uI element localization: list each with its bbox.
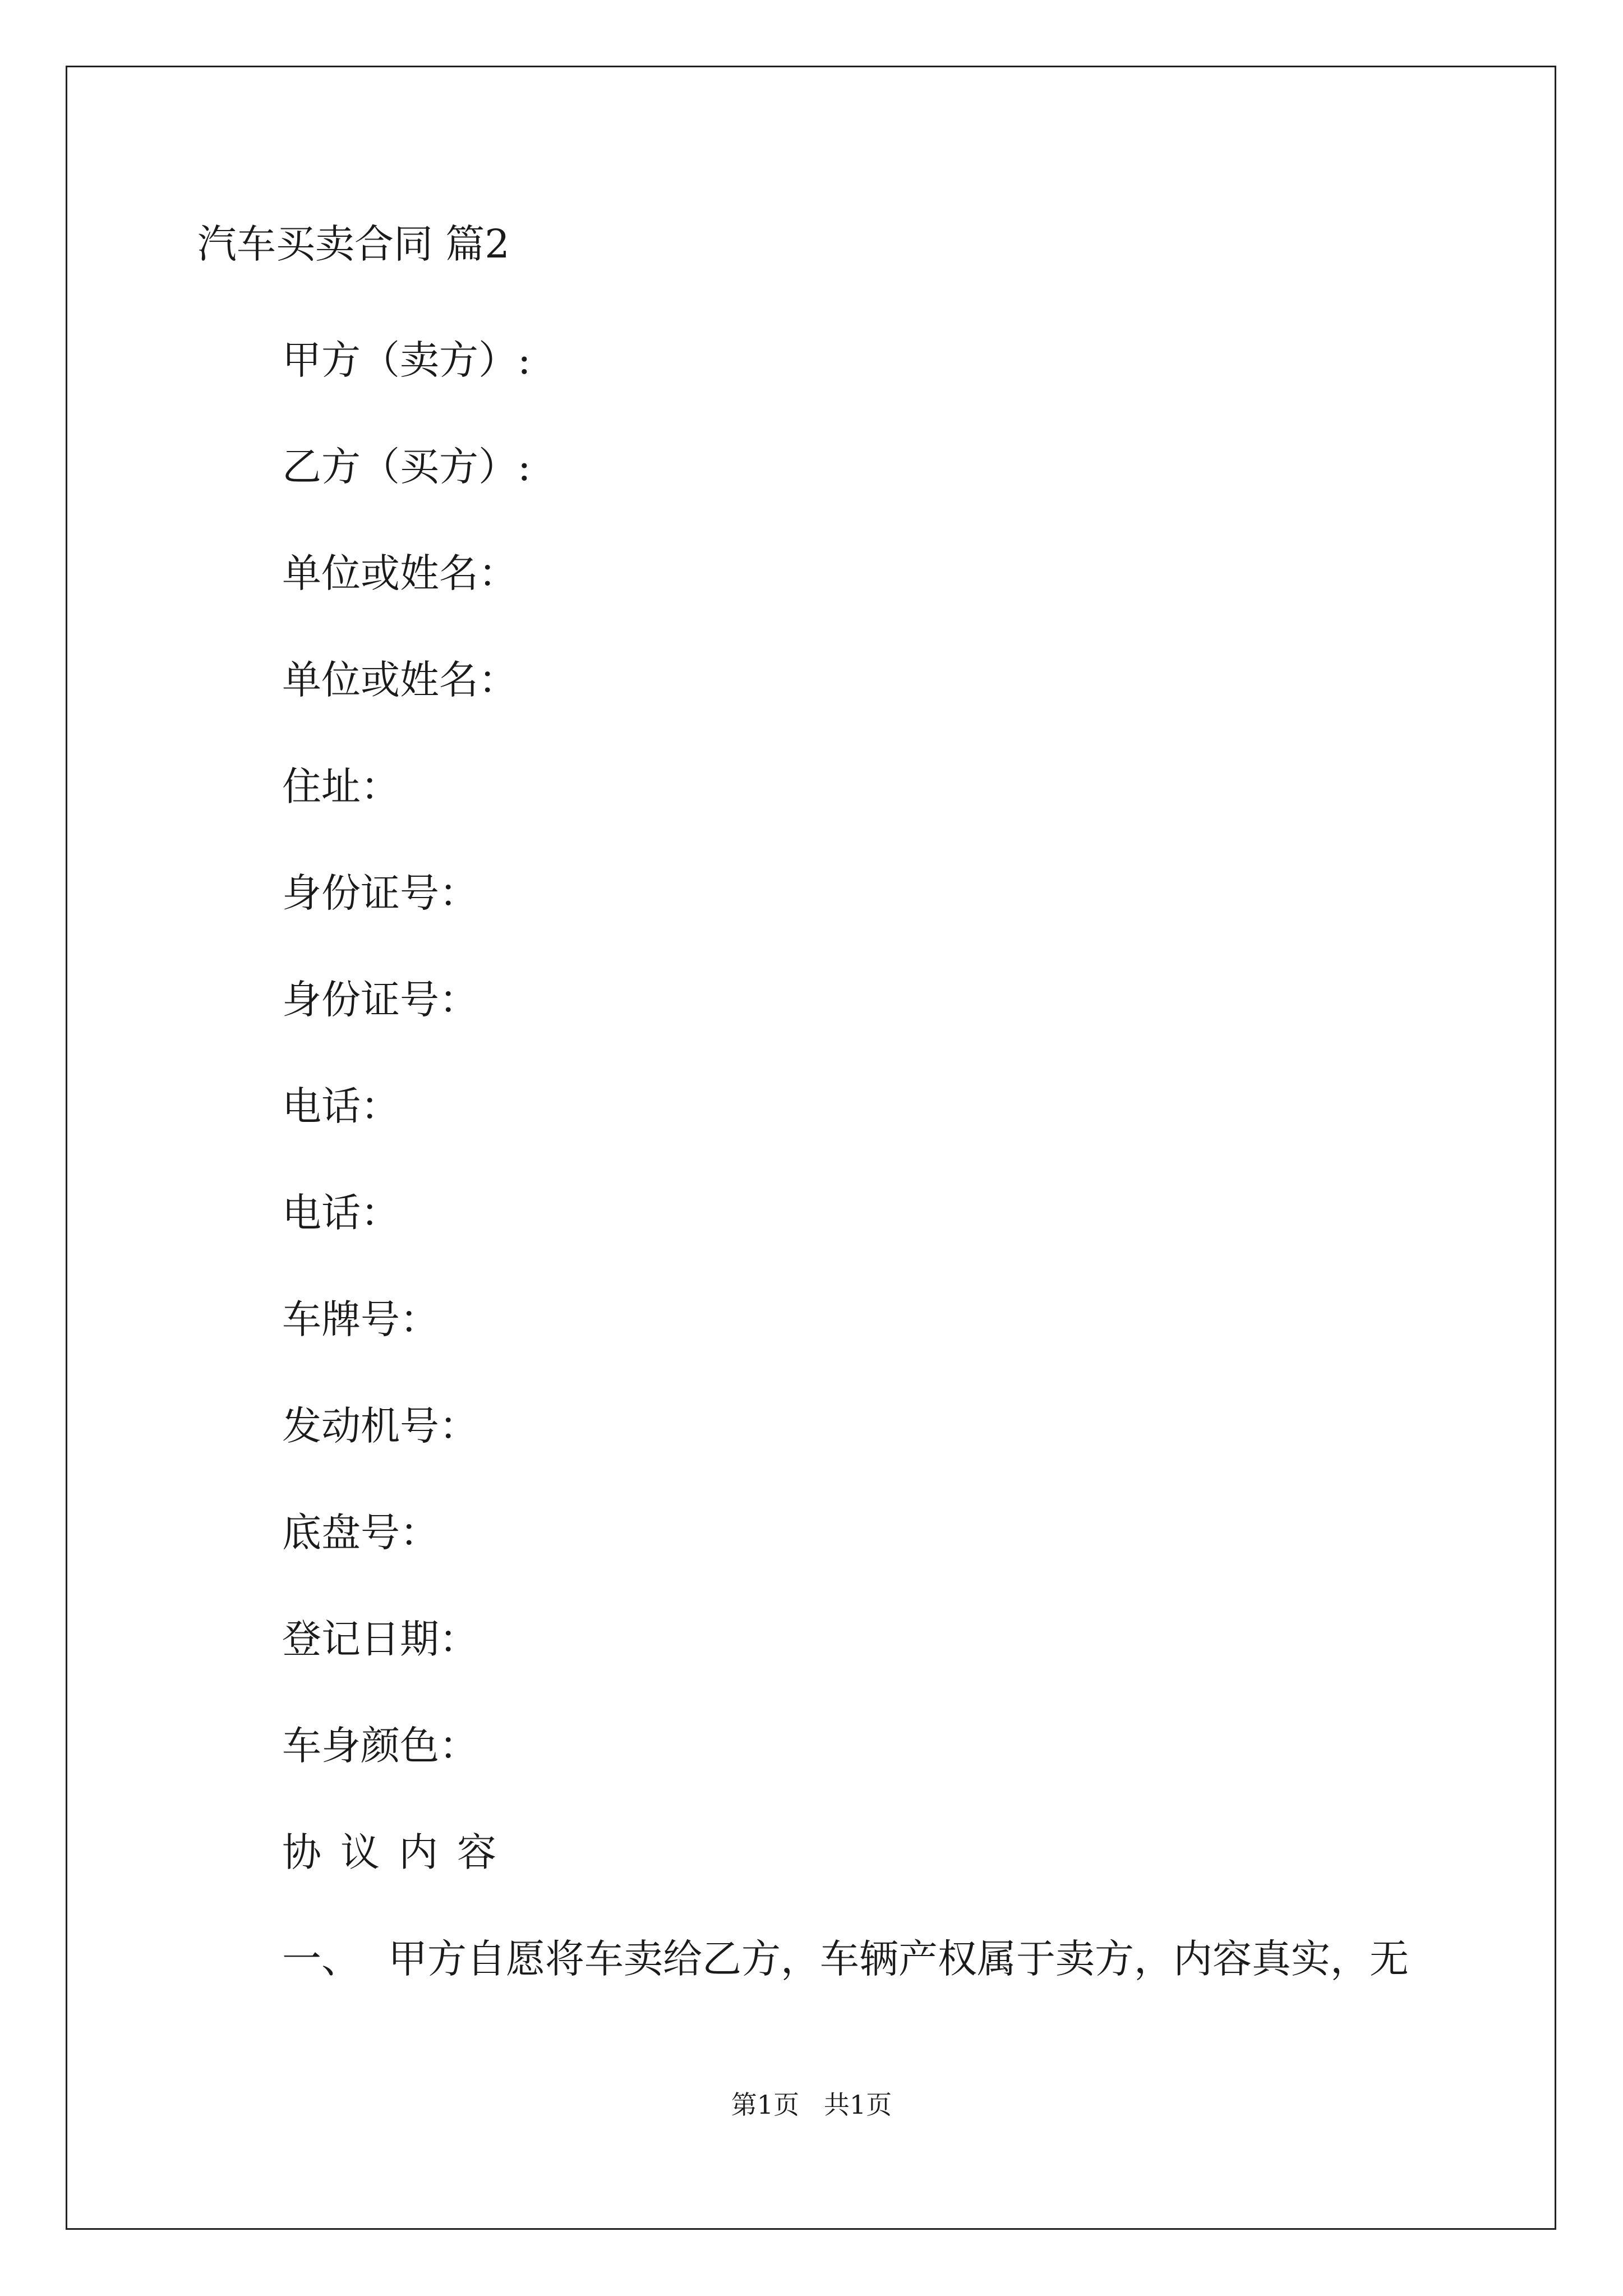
page-footer: 第1页 共1页 <box>731 2090 892 2120</box>
seller-field-label: 甲方（卖方）: <box>282 337 531 383</box>
vehicle-color-field-label: 车身颜色： <box>282 1723 478 1769</box>
seller-name-field-label: 单位或姓名： <box>282 550 518 596</box>
seller-phone-field-label: 电话： <box>282 1083 400 1129</box>
plate-number-field-label: 车牌号： <box>282 1296 439 1342</box>
buyer-phone-field-label: 电话： <box>282 1190 400 1236</box>
chassis-number-field-label: 底盘号： <box>282 1510 439 1556</box>
engine-number-field-label: 发动机号： <box>282 1403 478 1449</box>
buyer-name-field-label: 单位或姓名： <box>282 657 518 703</box>
clause-1 <box>282 1936 1409 1982</box>
clause-1-number: 一、 <box>282 1936 361 1982</box>
address-field-label: 住址： <box>282 763 400 809</box>
section-heading: 协议内容 <box>282 1829 515 1875</box>
registration-date-field-label: 登记日期： <box>282 1616 478 1662</box>
page-frame <box>66 66 1556 2230</box>
buyer-id-field-label: 身份证号： <box>282 977 478 1023</box>
clause-1-text: 甲方自愿将车卖给乙方，车辆产权属于卖方，内容真实，无 <box>388 1936 1409 1982</box>
buyer-field-label: 乙方（买方）: <box>282 444 531 490</box>
document-title: 汽车买卖合同 篇2 <box>197 221 510 267</box>
seller-id-field-label: 身份证号： <box>282 870 478 916</box>
